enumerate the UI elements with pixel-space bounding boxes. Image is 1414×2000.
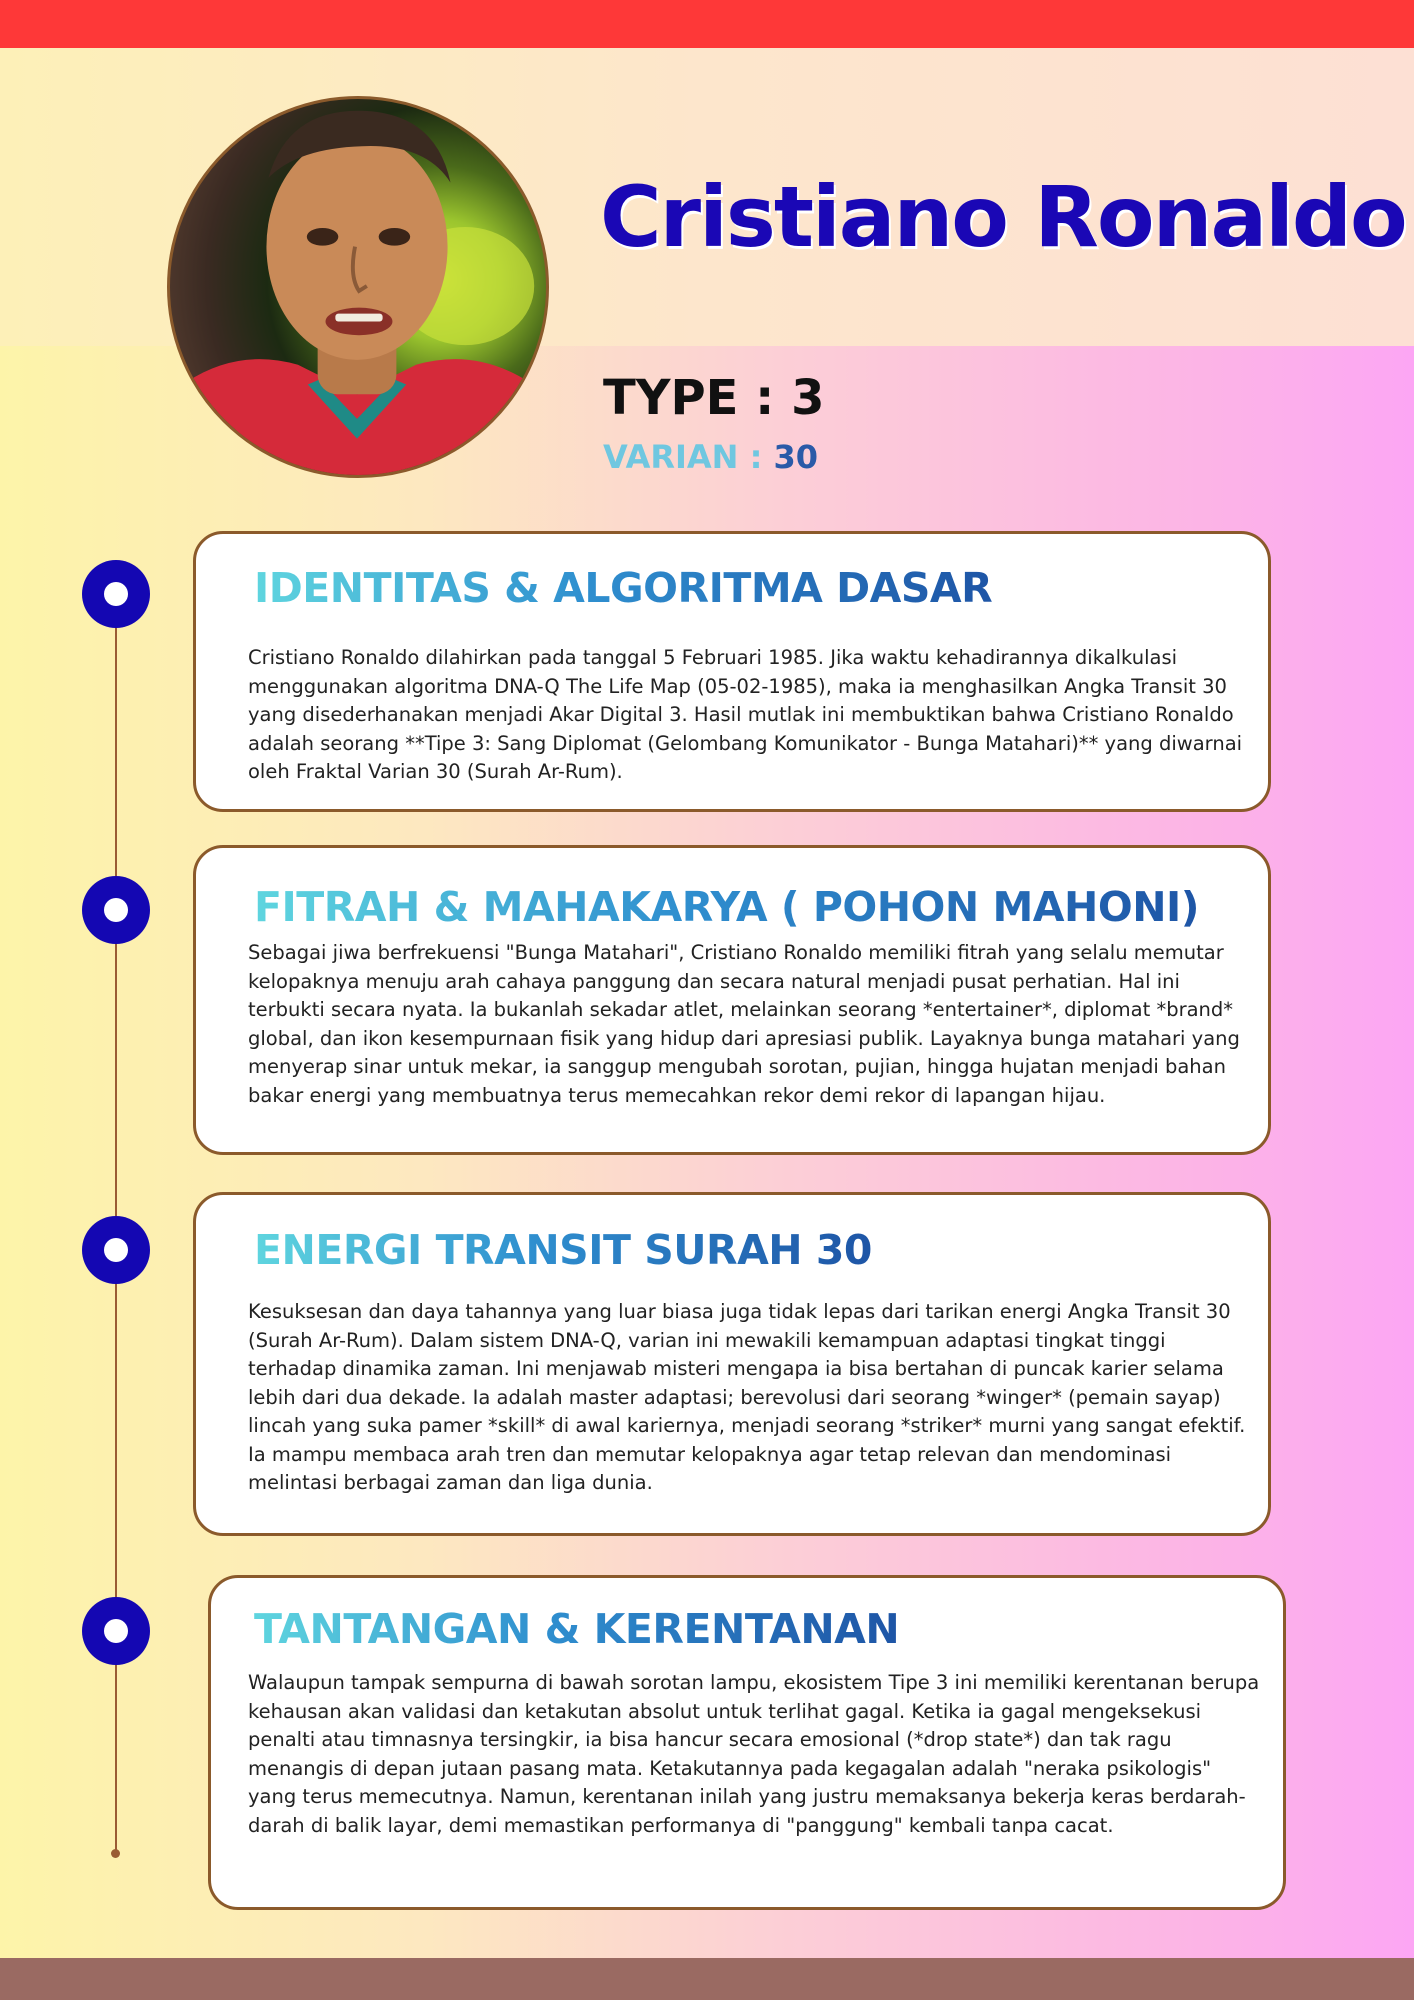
section-body: Sebagai jiwa berfrekuensi "Bunga Matahari", Cristiano Ronaldo memiliki fitrah yang selalu memutar kelopaknya menuju arah cahaya panggung dan secara natural menjadi pusat perhatian. Hal ini terbukti secara nyata. Ia bukanlah sekadar atlet, melainkan seorang *entertainer*, diplomat *brand* global, dan ikon kesempurnaan fisik yang hidup dari apresiasi publik. Layaknya bunga matahari yang menyerap sinar untuk mekar, ia sanggup mengubah sorotan, pujian, hingga hujatan menjadi bahan bakar energi yang membuatnya terus memecahkan rekor demi rekor di lapangan hijau.	[248, 941, 1240, 1107]
varian-label	[603, 438, 818, 476]
portrait-illustration	[170, 99, 546, 475]
timeline-marker-3	[82, 1216, 150, 1284]
section-card-identitas	[193, 531, 1271, 812]
timeline-marker-2	[82, 876, 150, 944]
section-body: Walaupun tampak sempurna di bawah sorotan lampu, ekosistem Tipe 3 ini memiliki kerentanan berupa kehausan akan validasi dan ketakutan absolut untuk terlihat gagal. Ketika ia gagal mengeksekusi penalti atau timnasnya tersingkir, ia bisa hancur secara emosional (*drop state*) dan tak ragu menangis di depan jutaan pasang mata. Ketakutannya pada kegagalan adalah "neraka psikologis" yang terus memecutnya. Namun, kerentanan inilah yang justru memaksanya bekerja keras berdarah-darah di balik layar, demi memastikan performanya di "panggung" kembali tanpa cacat.	[248, 1671, 1260, 1837]
section-card-fitrah	[193, 845, 1271, 1155]
person-name: Cristiano Ronaldo	[600, 168, 1406, 266]
varian-value: 30	[773, 438, 819, 476]
timeline-end-dot	[111, 1849, 120, 1858]
section-title: TANTANGAN & KERENTANAN	[254, 1605, 900, 1653]
section-card-energi	[193, 1192, 1271, 1536]
timeline-marker-4	[82, 1597, 150, 1665]
section-title: ENERGI TRANSIT SURAH 30	[254, 1226, 872, 1274]
top-accent-bar	[0, 0, 1414, 48]
section-title: FITRAH & MAHAKARYA ( POHON MAHONI)	[254, 883, 1199, 931]
section-body: Kesuksesan dan daya tahannya yang luar biasa juga tidak lepas dari tarikan energi Angka Transit 30 (Surah Ar-Rum). Dalam sistem DNA-Q, varian ini mewakili kemampuan adaptasi tingkat tinggi terhadap dinamika zaman. Ini menjawab misteri mengapa ia bisa bertahan di puncak karier selama lebih dari dua dekade. Ia adalah master adaptasi; berevolusi dari seorang *winger* (pemain sayap) lincah yang suka pamer *skill* di awal kariernya, menjadi seorang *striker* murni yang sangat efektif. Ia mampu membaca arah tren dan memutar kelopaknya agar tetap relevan dan mendominasi melintasi berbagai zaman dan liga dunia.	[248, 1300, 1246, 1494]
timeline-marker-1	[82, 560, 150, 628]
type-label: TYPE : 3	[603, 370, 825, 426]
bottom-accent-bar	[0, 1958, 1414, 2000]
profile-photo	[167, 96, 549, 478]
varian-label-text: VARIAN :	[603, 438, 774, 476]
section-card-tantangan	[208, 1575, 1286, 1910]
section-body: Cristiano Ronaldo dilahirkan pada tanggal 5 Februari 1985. Jika waktu kehadirannya dikalkulasi menggunakan algoritma DNA-Q The Life Map (05-02-1985), maka ia menghasilkan Angka Transit 30 yang disederhanakan menjadi Akar Digital 3. Hasil mutlak ini membuktikan bahwa Cristiano Ronaldo adalah seorang **Tipe 3: Sang Diplomat (Gelombang Komunikator - Bunga Matahari)** yang diwarnai oleh Fraktal Varian 30 (Surah Ar-Rum).	[248, 646, 1243, 783]
section-title: IDENTITAS & ALGORITMA DASAR	[254, 564, 993, 612]
